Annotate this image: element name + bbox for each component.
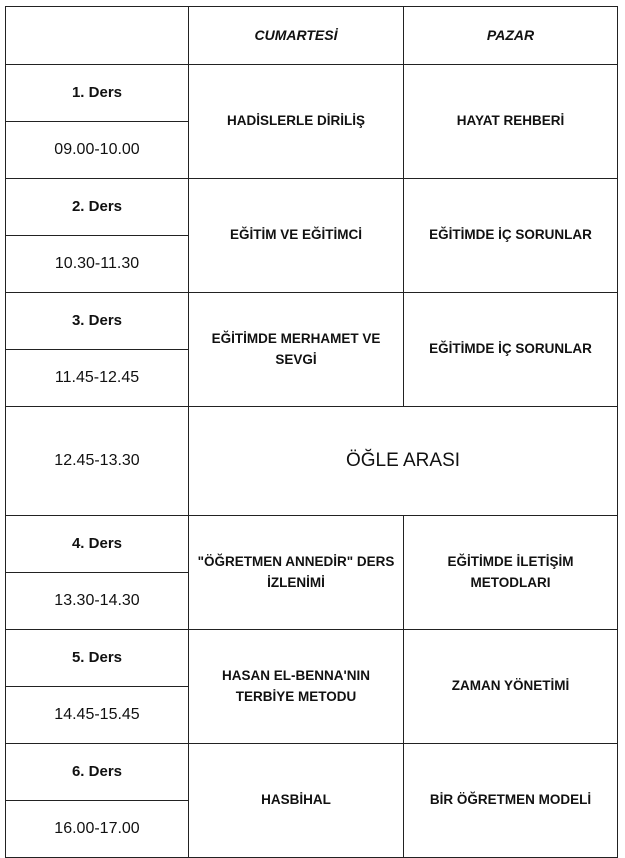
header-sunday: PAZAR: [404, 7, 618, 65]
lesson-number: 4. Ders: [6, 516, 189, 573]
saturday-course: EĞİTİMDE MERHAMET VE SEVGİ: [189, 293, 404, 407]
table-row: [6, 65, 618, 122]
header-saturday: CUMARTESİ: [189, 7, 404, 65]
lesson-number: 1. Ders: [6, 65, 189, 122]
lesson-time: 14.45-15.45: [6, 687, 189, 744]
table-row: [6, 179, 618, 236]
table-row: [6, 630, 618, 687]
lesson-number: 2. Ders: [6, 179, 189, 236]
lesson-number: 5. Ders: [6, 630, 189, 687]
lesson-time: 13.30-14.30: [6, 573, 189, 630]
lesson-time: 11.45-12.45: [6, 350, 189, 407]
lesson-time: 10.30-11.30: [6, 236, 189, 293]
sunday-course: EĞİTİMDE İÇ SORUNLAR: [404, 179, 618, 293]
sunday-course: EĞİTİMDE İLETİŞİM METODLARI: [404, 516, 618, 630]
table-row: [6, 516, 618, 573]
sunday-course: ZAMAN YÖNETİMİ: [404, 630, 618, 744]
schedule-table: [5, 6, 618, 858]
lesson-time: 16.00-17.00: [6, 801, 189, 858]
saturday-course: HASBİHAL: [189, 744, 404, 858]
lunch-time: 12.45-13.30: [6, 407, 189, 516]
header-row: [6, 7, 618, 65]
saturday-course: HASAN EL-BENNA'NIN TERBİYE METODU: [189, 630, 404, 744]
saturday-course: EĞİTİM VE EĞİTİMCİ: [189, 179, 404, 293]
lesson-time: 09.00-10.00: [6, 122, 189, 179]
saturday-course: HADİSLERLE DİRİLİŞ: [189, 65, 404, 179]
lunch-row: [6, 407, 618, 516]
lesson-number: 3. Ders: [6, 293, 189, 350]
header-corner-cell: [6, 7, 189, 65]
sunday-course: EĞİTİMDE İÇ SORUNLAR: [404, 293, 618, 407]
table-row: [6, 744, 618, 801]
saturday-course: "ÖĞRETMEN ANNEDİR" DERS İZLENİMİ: [189, 516, 404, 630]
table-row: [6, 293, 618, 350]
sunday-course: BİR ÖĞRETMEN MODELİ: [404, 744, 618, 858]
lesson-number: 6. Ders: [6, 744, 189, 801]
lunch-label: ÖĞLE ARASI: [189, 407, 618, 516]
sunday-course: HAYAT REHBERİ: [404, 65, 618, 179]
